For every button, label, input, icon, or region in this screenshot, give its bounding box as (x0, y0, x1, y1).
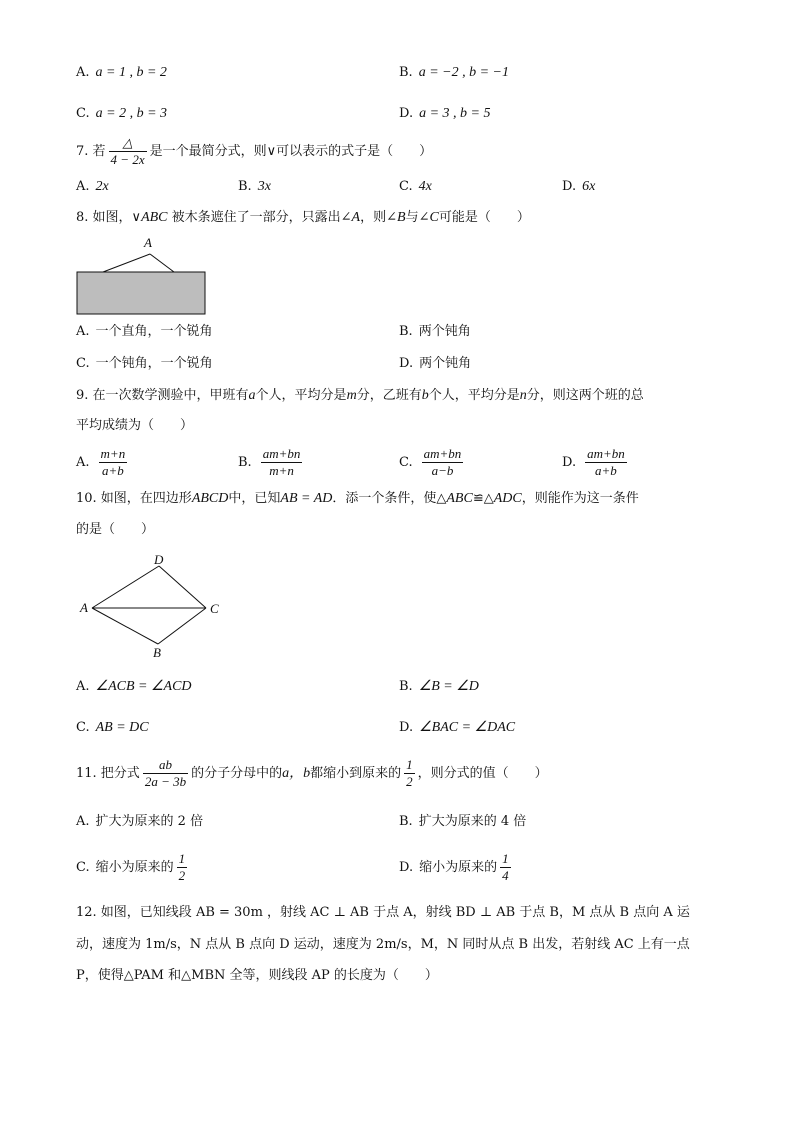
q8-side-ab (103, 254, 150, 272)
q7-option-d[interactable]: D. 6x (562, 179, 596, 194)
q10-option-a[interactable]: A. ∠ACB = ∠ACD (76, 679, 192, 694)
q10-side-dc (159, 566, 206, 608)
q11-option-c[interactable]: C. 缩小为原来的 $\frac{1}{2}$ (76, 851, 186, 883)
q11-half: $\frac{1}{2}$ (406, 757, 413, 789)
q11-option-a[interactable]: A. 扩大为原来的 2 倍 (76, 814, 204, 829)
q9-b-fraction: $\frac{am+bn}{m+n}$ (262, 446, 301, 478)
q6-option-d[interactable]: D. a = 3 , b = 5 (399, 106, 491, 121)
q11-option-d[interactable]: D. 缩小为原来的 $\frac{1}{4}$ (399, 851, 509, 883)
q10-label-c: C (210, 601, 219, 616)
q11-option-b[interactable]: B. 扩大为原来的 4 倍 (399, 814, 527, 829)
q9-c-fraction: $\frac{am+bn}{a-b}$ (423, 446, 462, 478)
q6-option-c[interactable]: C. a = 2 , b = 3 (76, 106, 168, 121)
q10-stem-line1: 10. 如图，在四边形ABCD中，已知AB = AD．添一个条件，使△ABC≌△ADC，则能作为这一条件 (76, 491, 639, 506)
q7-fraction: $\frac{\triangle}{4 - 2x}$ (110, 135, 145, 167)
q10-side-bc (158, 608, 206, 644)
q10-option-b[interactable]: B. ∠B = ∠D (399, 679, 479, 694)
q8-option-b[interactable]: B. 两个钝角 (399, 324, 471, 339)
q7-stem: 7. 若 $\frac{\triangle}{4 - 2x}$ 是一个最简分式，则∨可以表示的式子是（ ） (76, 135, 433, 167)
q11-d-fraction: $\frac{1}{4}$ (502, 851, 509, 883)
q9-a-fraction: $\frac{m+n}{a+b}$ (100, 446, 126, 478)
q8-option-d[interactable]: D. 两个钝角 (399, 356, 472, 371)
q12-stem-line2: 动，速度为 1m/s，N 点从 B 点向 D 运动，速度为 2m/s，M，N 同时从点 B 出发，若射线 AC 上有一点 (76, 937, 690, 952)
q6-option-b[interactable]: B. a = −2 , b = −1 (399, 65, 509, 80)
q10-side-ad (92, 566, 159, 608)
q10-side-ab (92, 608, 158, 644)
q12-stem-line3: P，使得△PAM 和△MBN 全等，则线段 AP 的长度为（ ） (76, 968, 438, 983)
q8-figure (70, 232, 215, 318)
q10-stem-line2: 的是（ ） (76, 522, 155, 537)
q10-label-d: D (154, 552, 164, 567)
q8-option-c[interactable]: C. 一个钝角，一个锐角 (76, 356, 213, 371)
q11-c-fraction: $\frac{1}{2}$ (178, 851, 186, 883)
q11-stem: 11. 把分式 $\frac{ab}{2a - 3b}$ 的分子分母中的a，b都缩小到原来的 $\frac{1}{2}$ ，则分式的值（ ） (76, 757, 548, 789)
q10-option-c[interactable]: C. AB = DC (76, 720, 149, 735)
q8-side-ac (150, 254, 174, 272)
q9-option-b[interactable]: B. $\frac{am+bn}{m+n}$ (238, 446, 301, 478)
q9-stem-line1: 9. 在一次数学测验中，甲班有a个人，平均分是m分，乙班有b个人，平均分是n分，则这两个班的总 (76, 388, 644, 403)
q9-option-a[interactable]: A. $\frac{m+n}{a+b}$ (76, 446, 126, 478)
q11-fraction: $\frac{ab}{2a - 3b}$ (144, 757, 187, 789)
q8-wooden-strip (77, 272, 205, 314)
q8-option-a[interactable]: A. 一个直角，一个锐角 (76, 324, 213, 339)
q7-option-a[interactable]: A. 2x (76, 179, 109, 194)
q9-stem-line2: 平均成绩为（ ） (76, 418, 194, 433)
q10-figure (76, 552, 226, 662)
q7-option-b[interactable]: B. 3x (238, 179, 271, 194)
q12-stem-line1: 12. 如图，已知线段 AB = 30m ，射线 AC ⊥ AB 于点 A，射线 BD ⊥ AB 于点 B，M 点从 B 点向 A 运 (76, 905, 690, 920)
q9-option-c[interactable]: C. $\frac{am+bn}{a-b}$ (399, 446, 462, 478)
q8-vertex-a-label: A (144, 235, 152, 250)
q6-option-a[interactable]: A. a = 1 , b = 2 (76, 65, 167, 80)
q10-option-d[interactable]: D. ∠BAC = ∠DAC (399, 720, 516, 735)
q9-d-fraction: $\frac{am+bn}{a+b}$ (587, 446, 625, 478)
q10-label-a: A (80, 600, 88, 615)
q9-option-d[interactable]: D. $\frac{am+bn}{a+b}$ (562, 446, 625, 478)
q7-option-c[interactable]: C. 4x (399, 179, 432, 194)
q10-label-b: B (153, 645, 161, 660)
q8-stem: 8. 如图，∨ABC 被木条遮住了一部分，只露出∠A，则∠B与∠C可能是（ ） (76, 210, 530, 225)
